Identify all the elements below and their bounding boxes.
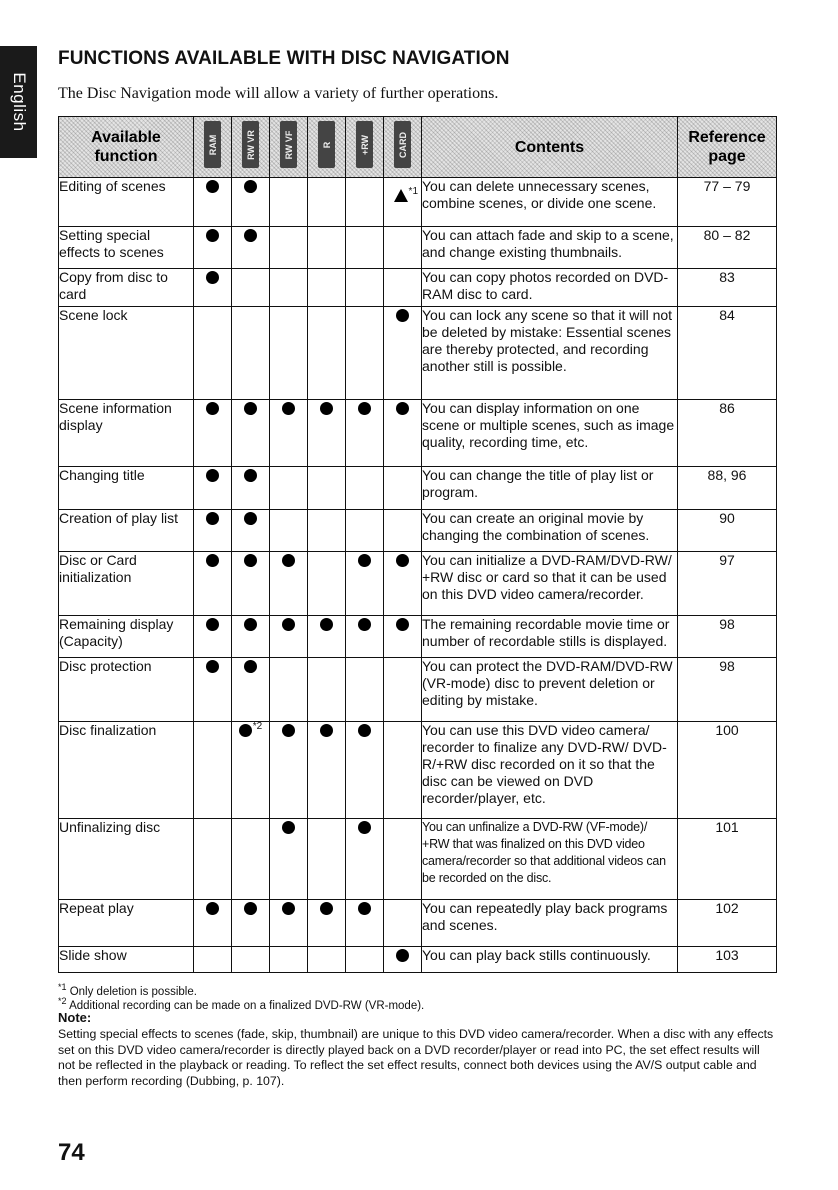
media-cell-r (308, 400, 346, 467)
header-media-rw-vf (270, 117, 308, 178)
contents-cell: You can display information on one scene or multiple scenes, such as image quality, recording time, etc. (422, 400, 678, 467)
media-cell-plus-rw (346, 552, 384, 616)
available-dot-icon (358, 402, 371, 415)
function-cell: Disc protection (59, 658, 194, 722)
header-media-r (308, 117, 346, 178)
media-cell-plus-rw (346, 722, 384, 819)
table-row (59, 269, 777, 307)
footnote-1-mark: *1 (58, 982, 67, 992)
available-dot-icon (244, 554, 257, 567)
media-cell-plus-rw (346, 900, 384, 947)
reference-cell: 86 (678, 400, 777, 467)
media-cell-rw-vr (232, 722, 270, 819)
reference-cell: 80 – 82 (678, 227, 777, 269)
media-cell-rw-vf (270, 658, 308, 722)
media-cell-rw-vf (270, 819, 308, 900)
media-cell-plus-rw (346, 947, 384, 973)
table-row (59, 467, 777, 510)
available-dot-icon (244, 229, 257, 242)
media-label-rw-vf: RW VF (283, 130, 294, 159)
page-title: FUNCTIONS AVAILABLE WITH DISC NAVIGATION (58, 48, 510, 69)
footnote-2-mark: *2 (58, 996, 67, 1006)
available-dot-icon (282, 821, 295, 834)
reference-cell: 90 (678, 510, 777, 552)
disc-icon (318, 121, 335, 168)
table-row (59, 947, 777, 973)
media-cell-rw-vf (270, 552, 308, 616)
header-media-rw-vr (232, 117, 270, 178)
reference-cell: 103 (678, 947, 777, 973)
footnote-1-text: Only deletion is possible. (69, 985, 197, 998)
header-function-label: Available function (91, 129, 161, 165)
header-function (59, 117, 194, 178)
header-reference-label: Reference page (688, 129, 766, 165)
available-dot-icon (282, 618, 295, 631)
media-cell-r (308, 616, 346, 658)
available-dot-icon (282, 724, 295, 737)
available-dot-icon (320, 402, 333, 415)
header-media-ram (194, 117, 232, 178)
function-cell: Disc finalization (59, 722, 194, 819)
media-label-ram: RAM (207, 134, 218, 155)
available-dot-icon (396, 949, 409, 962)
function-cell: Copy from disc to card (59, 269, 194, 307)
media-cell-rw-vf (270, 400, 308, 467)
media-cell-plus-rw (346, 227, 384, 269)
available-dot-icon (320, 902, 333, 915)
media-cell-rw-vf (270, 510, 308, 552)
available-dot-icon (320, 618, 333, 631)
media-cell-rw-vr (232, 467, 270, 510)
disc-icon (204, 121, 221, 168)
note-body: Setting special effects to scenes (fade, skip, thumbnail) are unique to this DVD video camera/recorder. When a disc with any effects set on this DVD video camera/recorder is directly played back on a DVD recorder/player or read into PC, the set effect results will not be reflected in the playback or reading. To reflect the set effect results, connect both devices using the AV/S output cable and then perform recording (Dubbing, p. 107). (58, 1027, 774, 1088)
note-heading: Note: (58, 1010, 92, 1025)
media-cell-ram (194, 227, 232, 269)
media-cell-card (384, 616, 422, 658)
available-dot-icon (244, 902, 257, 915)
media-cell-r (308, 900, 346, 947)
header-contents (422, 117, 678, 178)
language-tab-label: English (9, 72, 29, 132)
media-cell-rw-vf (270, 900, 308, 947)
contents-cell: You can initialize a DVD-RAM/DVD-RW/ +RW disc or card so that it can be used on this DVD video camera/recorder. (422, 552, 678, 616)
media-cell-rw-vf (270, 467, 308, 510)
media-cell-rw-vf (270, 269, 308, 307)
media-cell-r (308, 269, 346, 307)
table-row (59, 819, 777, 900)
available-dot-icon (358, 902, 371, 915)
reference-cell: 98 (678, 616, 777, 658)
media-cell-card (384, 307, 422, 400)
function-cell: Scene lock (59, 307, 194, 400)
disc-icon (280, 121, 297, 168)
media-cell-r (308, 819, 346, 900)
media-cell-ram (194, 178, 232, 227)
available-dot-icon (396, 309, 409, 322)
media-cell-r (308, 227, 346, 269)
contents-cell: The remaining recordable movie time or number of recordable stills is displayed. (422, 616, 678, 658)
media-cell-r (308, 510, 346, 552)
disc-icon (356, 121, 373, 168)
media-label-rw-vr: RW VR (245, 129, 256, 160)
media-cell-r (308, 552, 346, 616)
contents-cell: You can play back stills continuously. (422, 947, 678, 973)
media-cell-r (308, 467, 346, 510)
table-row (59, 227, 777, 269)
reference-cell: 102 (678, 900, 777, 947)
available-dot-icon (206, 271, 219, 284)
table-row (59, 510, 777, 552)
media-cell-rw-vr (232, 947, 270, 973)
available-dot-icon (358, 821, 371, 834)
media-cell-ram (194, 510, 232, 552)
media-cell-plus-rw (346, 307, 384, 400)
reference-cell: 101 (678, 819, 777, 900)
media-cell-rw-vr (232, 307, 270, 400)
media-cell-rw-vf (270, 722, 308, 819)
available-dot-icon (358, 724, 371, 737)
function-cell: Disc or Card initialization (59, 552, 194, 616)
media-cell-card (384, 947, 422, 973)
media-cell-ram (194, 552, 232, 616)
available-dot-icon (206, 902, 219, 915)
footnote-2-text: Additional recording can be made on a finalized DVD-RW (VR-mode). (69, 999, 425, 1012)
available-dot-icon (206, 180, 219, 193)
table-row (59, 552, 777, 616)
media-cell-rw-vf (270, 178, 308, 227)
media-cell-r (308, 947, 346, 973)
table-row (59, 400, 777, 467)
available-dot-icon (206, 554, 219, 567)
media-cell-ram (194, 900, 232, 947)
intro-text: The Disc Navigation mode will allow a variety of further operations. (58, 85, 499, 102)
media-cell-rw-vr (232, 269, 270, 307)
media-cell-ram (194, 722, 232, 819)
header-media-plus-rw (346, 117, 384, 178)
triangle-icon (394, 189, 408, 202)
partial-availability-marker (394, 187, 418, 205)
available-dot-icon (206, 512, 219, 525)
table-row (59, 722, 777, 819)
media-cell-card (384, 819, 422, 900)
contents-cell: You can repeatedly play back programs and scenes. (422, 900, 678, 947)
available-dot-icon (244, 660, 257, 673)
media-cell-rw-vr (232, 178, 270, 227)
available-dot-icon (396, 618, 409, 631)
media-label-r: R (321, 141, 332, 148)
reference-cell: 84 (678, 307, 777, 400)
media-cell-rw-vr (232, 900, 270, 947)
available-dot-icon (244, 618, 257, 631)
contents-cell: You can attach fade and skip to a scene, and change existing thumbnails. (422, 227, 678, 269)
contents-cell: You can use this DVD video camera/ recorder to finalize any DVD-RW/ DVD-R/+RW disc recorded on it so that the disc can be viewed on DVD recorder/player, etc. (422, 722, 678, 819)
available-dot-icon (320, 724, 333, 737)
media-cell-ram (194, 307, 232, 400)
media-label-card: CARD (397, 131, 408, 158)
available-dot-icon (239, 724, 252, 737)
media-cell-card (384, 467, 422, 510)
available-dot-icon (244, 402, 257, 415)
media-cell-plus-rw (346, 658, 384, 722)
available-dot-icon (358, 554, 371, 567)
reference-cell: 77 – 79 (678, 178, 777, 227)
contents-cell: You can change the title of play list or program. (422, 467, 678, 510)
media-cell-card (384, 227, 422, 269)
function-cell: Setting special effects to scenes (59, 227, 194, 269)
available-dot-icon (358, 618, 371, 631)
card-icon (394, 121, 411, 168)
media-cell-card (384, 900, 422, 947)
available-dot-icon (206, 660, 219, 673)
contents-cell: You can delete unnecessary scenes, combine scenes, or divide one scene. (422, 178, 678, 227)
media-cell-rw-vr (232, 819, 270, 900)
contents-cell: You can protect the DVD-RAM/DVD-RW (VR-mode) disc to prevent deletion or editing by mistake. (422, 658, 678, 722)
reference-cell: 100 (678, 722, 777, 819)
media-cell-plus-rw (346, 819, 384, 900)
available-dot-icon (282, 554, 295, 567)
contents-cell: You can copy photos recorded on DVD-RAM disc to card. (422, 269, 678, 307)
header-contents-label: Contents (514, 138, 585, 156)
contents-cell: You can lock any scene so that it will not be deleted by mistake: Essential scenes are thereby protected, and recording another still is possible. (422, 307, 678, 400)
table-row (59, 616, 777, 658)
function-cell: Creation of play list (59, 510, 194, 552)
table-row (59, 178, 777, 227)
header-media-card (384, 117, 422, 178)
media-cell-card (384, 269, 422, 307)
media-cell-card (384, 400, 422, 467)
media-cell-plus-rw (346, 269, 384, 307)
available-dot-icon (396, 402, 409, 415)
disc-icon (242, 121, 259, 168)
reference-cell: 88, 96 (678, 467, 777, 510)
media-cell-card (384, 658, 422, 722)
media-cell-ram (194, 947, 232, 973)
available-dot-icon (244, 180, 257, 193)
language-tab (0, 46, 37, 158)
media-cell-plus-rw (346, 467, 384, 510)
available-dot-icon (244, 512, 257, 525)
media-cell-ram (194, 819, 232, 900)
media-cell-r (308, 722, 346, 819)
table-row (59, 307, 777, 400)
media-cell-rw-vr (232, 510, 270, 552)
table-header-row (59, 117, 777, 178)
media-cell-rw-vr (232, 552, 270, 616)
media-cell-r (308, 658, 346, 722)
function-cell: Remaining display (Capacity) (59, 616, 194, 658)
footnote-ref: *1 (408, 185, 418, 197)
reference-cell: 98 (678, 658, 777, 722)
media-cell-plus-rw (346, 510, 384, 552)
function-cell: Unfinalizing disc (59, 819, 194, 900)
footnote-2 (58, 996, 424, 1012)
media-cell-plus-rw (346, 616, 384, 658)
media-cell-rw-vf (270, 616, 308, 658)
available-dot-icon (206, 469, 219, 482)
function-cell: Changing title (59, 467, 194, 510)
page-number: 74 (58, 1139, 85, 1166)
available-dot-icon (396, 554, 409, 567)
contents-cell: You can create an original movie by changing the combination of scenes. (422, 510, 678, 552)
media-cell-rw-vr (232, 400, 270, 467)
available-dot-icon (244, 469, 257, 482)
media-cell-rw-vr (232, 227, 270, 269)
media-cell-plus-rw (346, 178, 384, 227)
table-row (59, 658, 777, 722)
footnote-ref: *2 (252, 720, 263, 732)
media-cell-ram (194, 269, 232, 307)
media-cell-card (384, 722, 422, 819)
available-dot-icon (206, 229, 219, 242)
contents-cell: You can unfinalize a DVD-RW (VF-mode)/ +RW that was finalized on this DVD video camera/recorder so that additional videos can be recorded on the disc. (422, 819, 678, 900)
header-reference (678, 117, 777, 178)
media-cell-card (384, 510, 422, 552)
reference-cell: 83 (678, 269, 777, 307)
available-dot-icon (206, 402, 219, 415)
media-cell-ram (194, 400, 232, 467)
function-cell: Repeat play (59, 900, 194, 947)
function-cell: Slide show (59, 947, 194, 973)
media-cell-rw-vr (232, 658, 270, 722)
media-cell-r (308, 178, 346, 227)
media-cell-card (384, 552, 422, 616)
media-cell-rw-vr (232, 616, 270, 658)
media-cell-plus-rw (346, 400, 384, 467)
functions-table (58, 116, 777, 973)
function-cell: Scene information display (59, 400, 194, 467)
available-dot-icon (282, 902, 295, 915)
available-dot-icon (282, 402, 295, 415)
media-cell-rw-vf (270, 227, 308, 269)
media-label-plus-rw: +RW (359, 134, 370, 155)
reference-cell: 97 (678, 552, 777, 616)
media-cell-ram (194, 658, 232, 722)
function-cell: Editing of scenes (59, 178, 194, 227)
available-dot-icon (206, 618, 219, 631)
media-cell-rw-vf (270, 947, 308, 973)
media-cell-r (308, 307, 346, 400)
media-cell-card (384, 178, 422, 227)
media-cell-rw-vf (270, 307, 308, 400)
media-cell-ram (194, 467, 232, 510)
media-cell-ram (194, 616, 232, 658)
table-row (59, 900, 777, 947)
